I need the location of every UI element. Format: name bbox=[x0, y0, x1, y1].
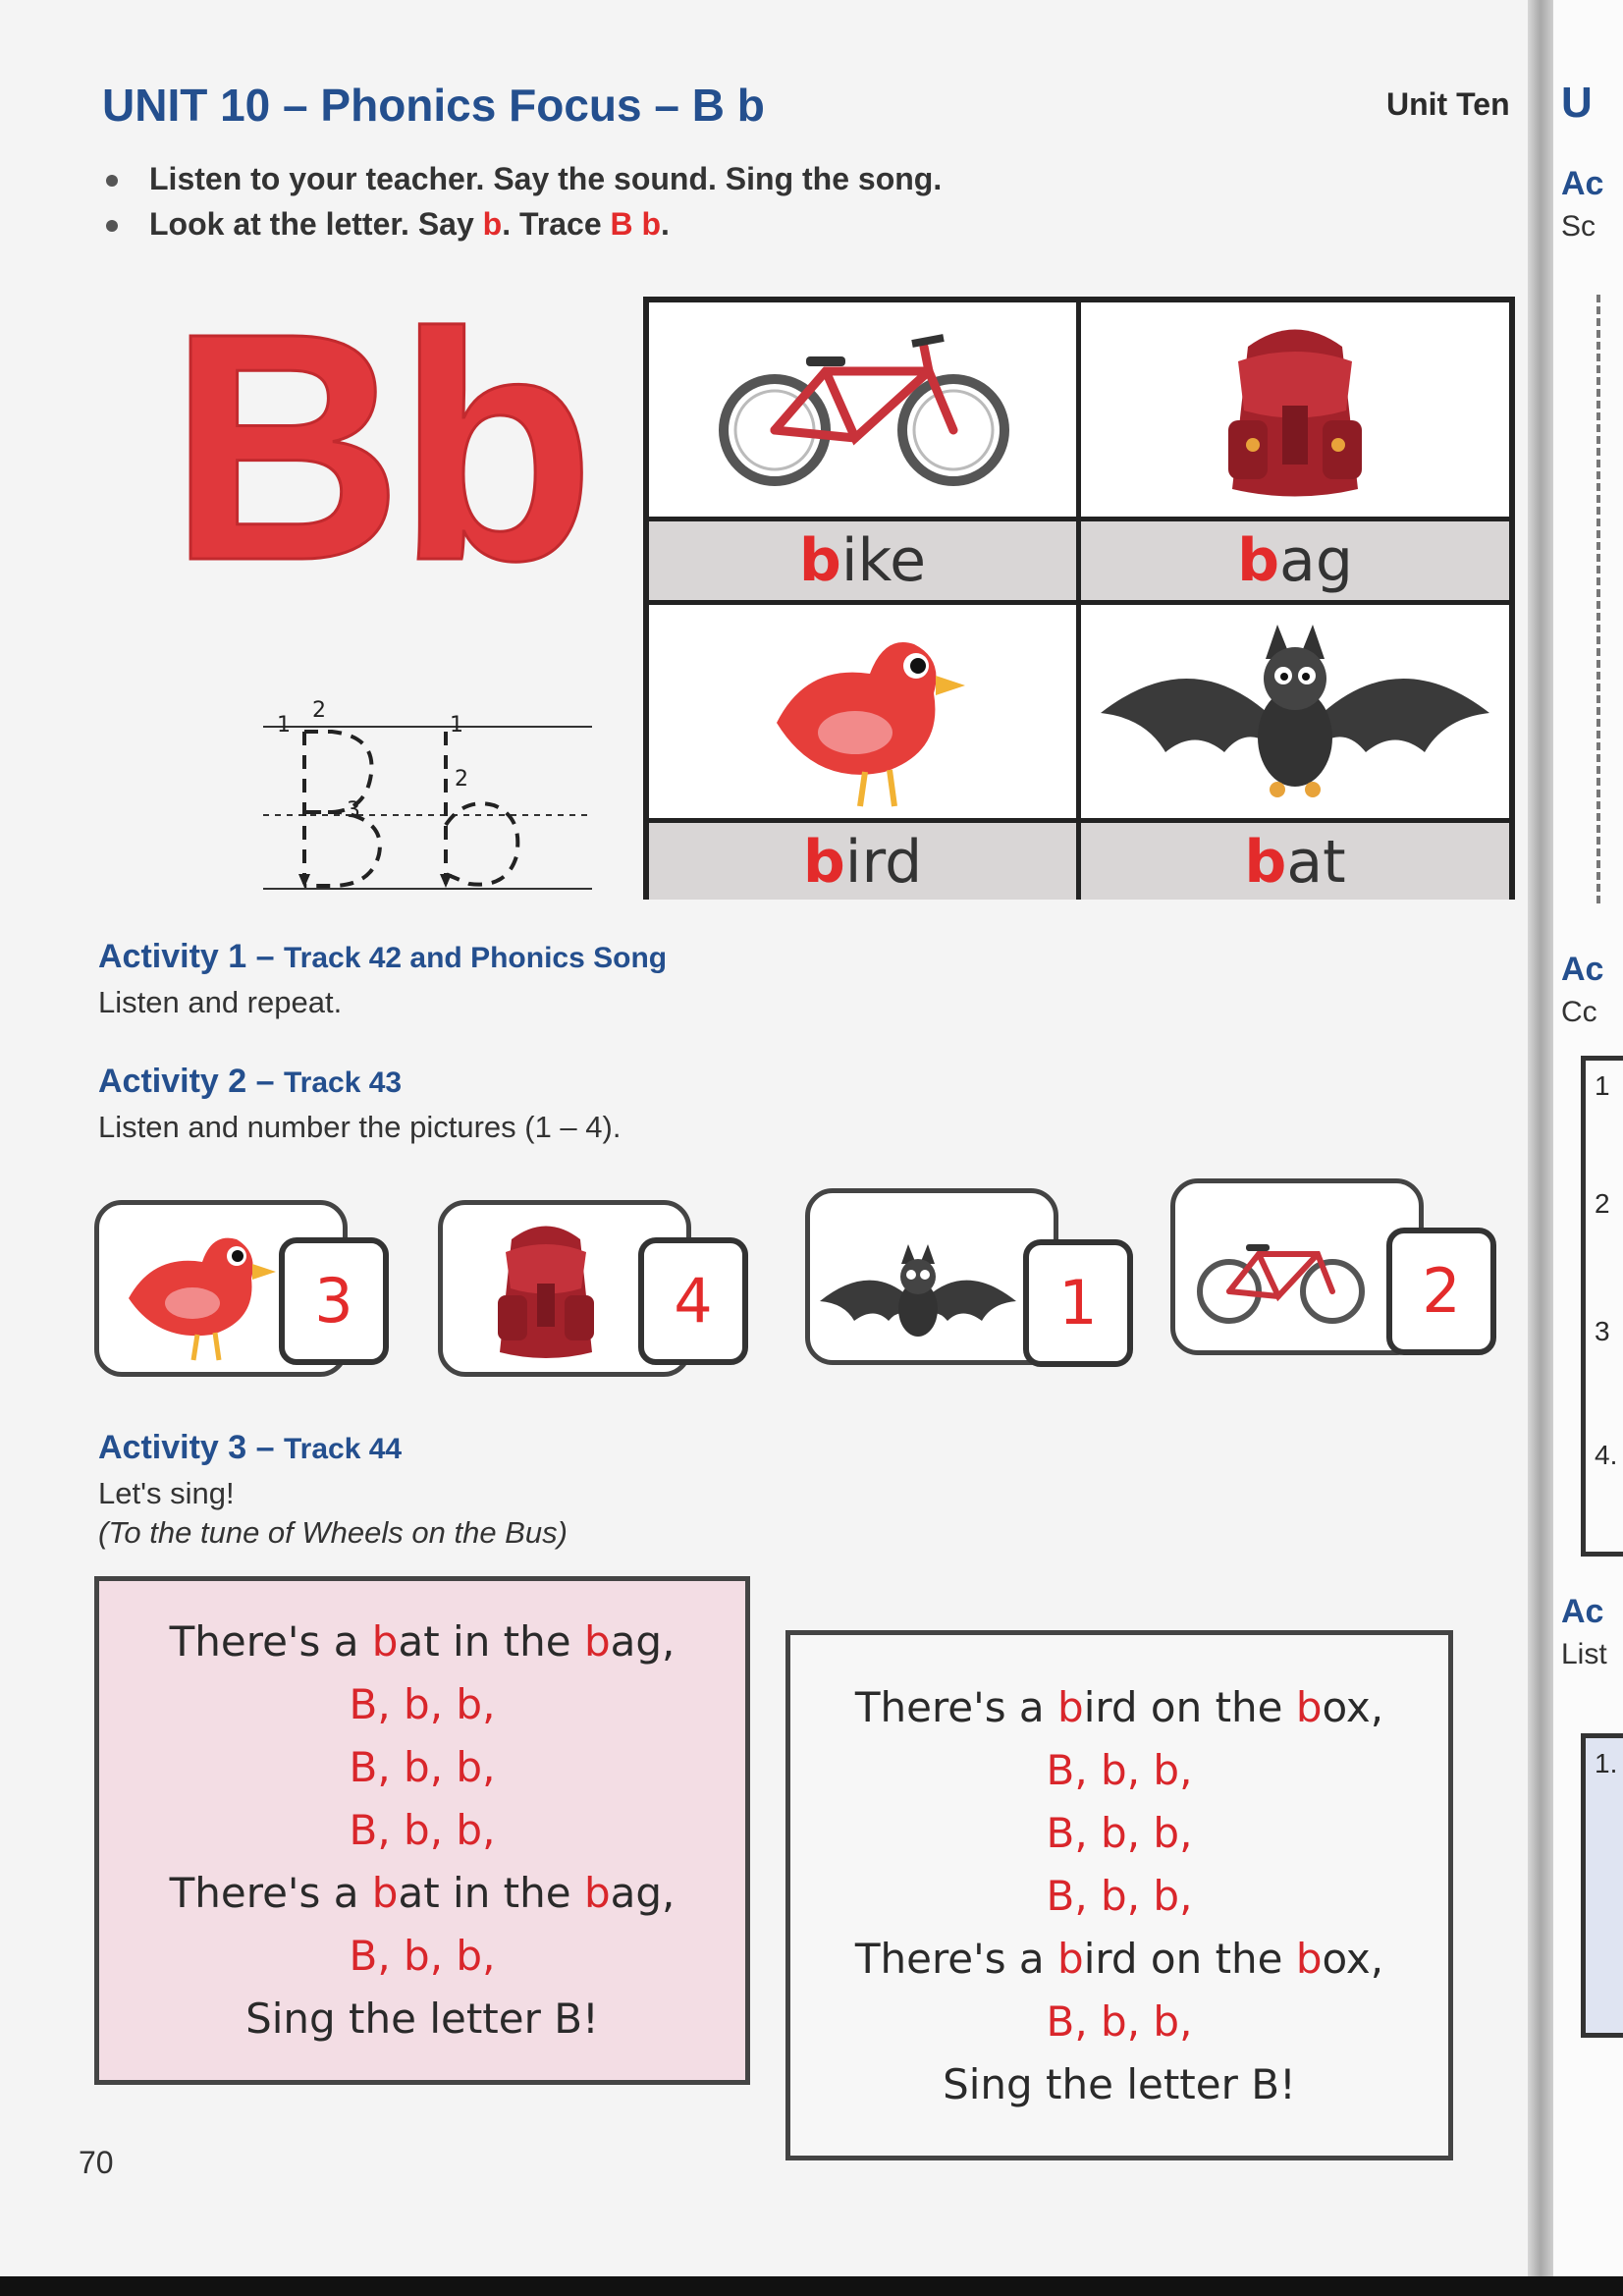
next-page-text: 3 bbox=[1595, 1316, 1610, 1346]
word-label-bike: bike bbox=[649, 517, 1076, 600]
instruction-1: Listen to your teacher. Say the sound. Sing the song. bbox=[149, 161, 942, 197]
scan-edge bbox=[0, 2276, 1623, 2296]
unit-tag: Unit Ten bbox=[1386, 86, 1510, 122]
song-line: There's a bird on the box, bbox=[854, 1935, 1384, 1983]
activity-3-title: Activity 3 – Track 44 bbox=[98, 1429, 403, 1466]
word-label-bird: bird bbox=[649, 818, 1076, 900]
number-card-bat bbox=[805, 1188, 1058, 1365]
stroke-number: 1 bbox=[450, 713, 463, 738]
activity-2-text: Listen and number the pictures (1 – 4). bbox=[98, 1110, 622, 1144]
next-page-edge bbox=[1553, 0, 1623, 2296]
song-refrain: B, b, b, bbox=[1046, 1872, 1193, 1920]
song-refrain: B, b, b, bbox=[349, 1743, 496, 1791]
next-page-text: 1 bbox=[1595, 1070, 1610, 1101]
next-page-text: Cc bbox=[1561, 996, 1597, 1028]
stroke-number: 2 bbox=[312, 698, 326, 723]
big-letters-bb: Bb bbox=[169, 265, 589, 628]
song-refrain: B, b, b, bbox=[1046, 1997, 1193, 2046]
next-page-text: 2 bbox=[1595, 1188, 1610, 1219]
song-refrain: B, b, b, bbox=[1046, 1809, 1193, 1857]
song-line: There's a bat in the bag, bbox=[169, 1869, 676, 1917]
bicycle-icon bbox=[649, 302, 1076, 517]
next-page-text: 1. bbox=[1595, 1748, 1618, 1778]
bird-icon bbox=[649, 605, 1076, 819]
song-refrain: B, b, b, bbox=[349, 1680, 496, 1728]
bird-icon bbox=[109, 1205, 286, 1372]
next-page-text: Ac bbox=[1561, 165, 1604, 202]
next-page-tracing-lines bbox=[1596, 295, 1623, 903]
bag-picture bbox=[1081, 302, 1509, 517]
bike-picture bbox=[649, 302, 1076, 517]
number-box[interactable]: 3 bbox=[279, 1237, 389, 1365]
word-label-bat: bat bbox=[1081, 818, 1509, 900]
activity-3-tune-note: (To the tune of Wheels on the Bus) bbox=[98, 1515, 568, 1550]
number-box[interactable]: 2 bbox=[1386, 1228, 1496, 1355]
song-line: There's a bat in the bag, bbox=[169, 1617, 676, 1666]
stroke-number: 3 bbox=[347, 798, 360, 823]
activity-1-title: Activity 1 – Track 42 and Phonics Song bbox=[98, 938, 668, 975]
instruction-2: Look at the letter. Say b. Trace B b. bbox=[149, 206, 670, 243]
bat-picture bbox=[1081, 600, 1509, 818]
number-box[interactable]: 4 bbox=[638, 1237, 748, 1365]
next-page-text: Ac bbox=[1561, 951, 1604, 988]
song-ending: Sing the letter B! bbox=[943, 2060, 1296, 2108]
bird-picture bbox=[649, 600, 1076, 818]
song-box-bat bbox=[94, 1576, 750, 2085]
bicycle-icon bbox=[1185, 1183, 1381, 1350]
song-box-bird bbox=[785, 1630, 1453, 2160]
picture-word-grid bbox=[643, 297, 1515, 900]
page-number: 70 bbox=[79, 2145, 114, 2180]
book-gutter bbox=[1528, 0, 1553, 2296]
next-page-text: Sc bbox=[1561, 210, 1596, 243]
word-label-bag: bag bbox=[1081, 517, 1509, 600]
bullet-icon bbox=[106, 175, 118, 187]
number-box[interactable]: 1 bbox=[1023, 1239, 1133, 1367]
stroke-number: 1 bbox=[277, 713, 291, 738]
next-page-text: U bbox=[1561, 79, 1593, 127]
song-refrain: B, b, b, bbox=[1046, 1746, 1193, 1794]
song-refrain: B, b, b, bbox=[349, 1806, 496, 1854]
activity-2-title: Activity 2 – Track 43 bbox=[98, 1063, 403, 1100]
letter-tracing-guide bbox=[253, 687, 597, 903]
unit-title: UNIT 10 – Phonics Focus – B b bbox=[102, 80, 765, 131]
bat-icon bbox=[815, 1193, 1021, 1360]
song-ending: Sing the letter B! bbox=[245, 1995, 599, 2043]
next-page-text: Ac bbox=[1561, 1593, 1604, 1630]
song-line: There's a bird on the box, bbox=[854, 1683, 1384, 1731]
next-page-table bbox=[1581, 1056, 1623, 1557]
backpack-icon bbox=[1081, 302, 1509, 517]
song-refrain: B, b, b, bbox=[349, 1932, 496, 1980]
bat-icon bbox=[1081, 605, 1509, 819]
bullet-icon bbox=[106, 220, 118, 232]
next-page-text: 4. bbox=[1595, 1440, 1618, 1470]
activity-1-text: Listen and repeat. bbox=[98, 985, 343, 1019]
backpack-icon bbox=[462, 1205, 629, 1372]
activity-3-text: Let's sing! bbox=[98, 1476, 235, 1510]
next-page-text: List bbox=[1561, 1638, 1607, 1670]
stroke-number: 2 bbox=[455, 767, 468, 792]
